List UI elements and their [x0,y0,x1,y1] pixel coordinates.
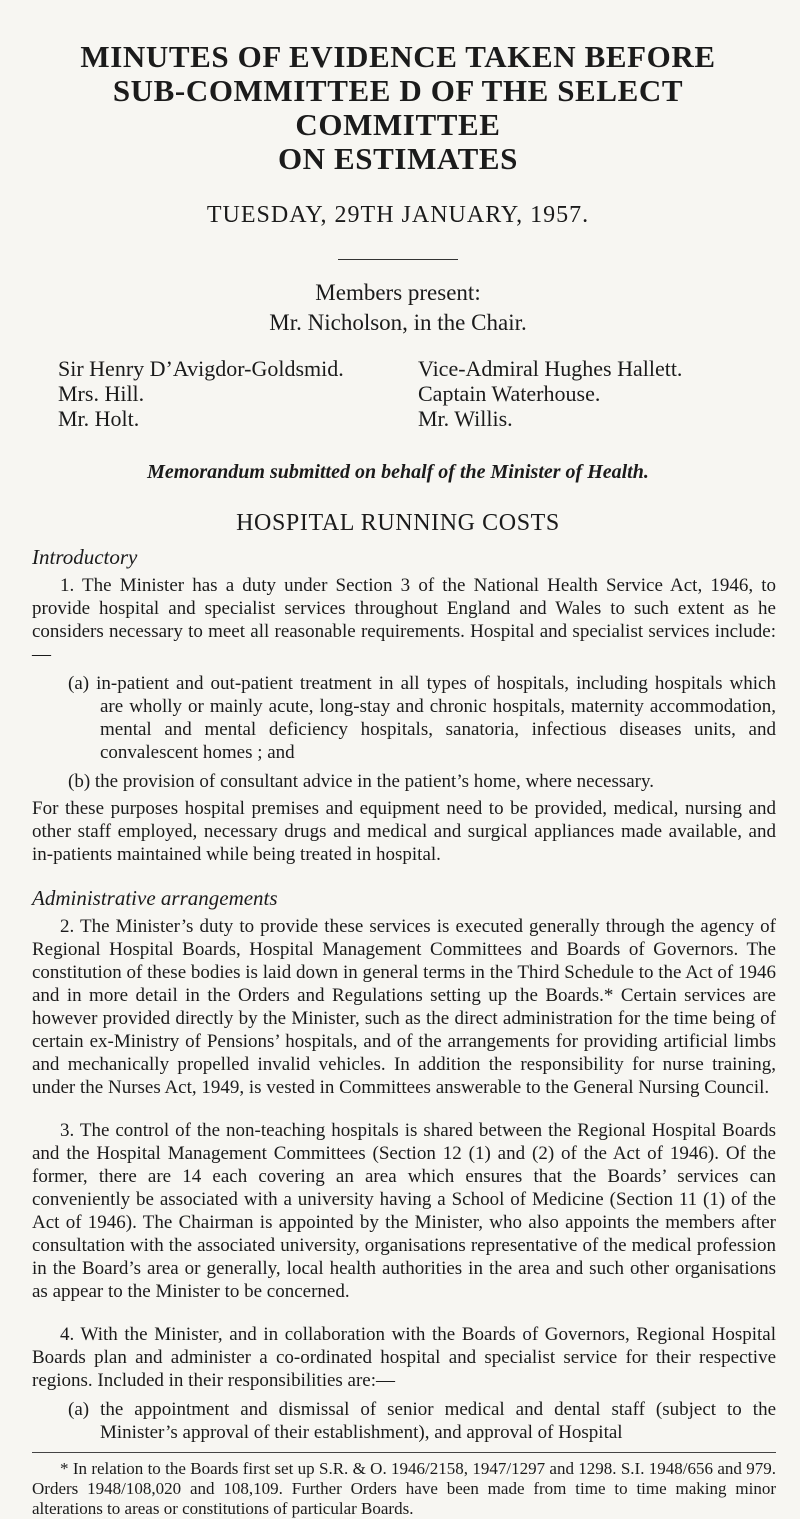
chair-line: Mr. Nicholson, in the Chair. [269,310,527,335]
subheading-introductory: Introductory [32,545,138,569]
list-item-b: (b) the provision of consultant advice in the patient’s home, where necessary. [68,771,655,792]
members-heading: Members present: [315,280,481,305]
list-item-a: (a) the appointment and dismissal of senior medical and dental staff (subject to the Minister’s approval of their establishment), and approval of Hospital [68,1399,776,1443]
member-name: Vice-Admiral Hughes Hallett. [418,356,683,381]
members-list [58,356,776,431]
memorandum-heading: Memorandum submitted on behalf of the Minister of Health. [147,461,649,483]
paragraph-1-continuation: For these purposes hospital premises and equipment need to be provided, medical, nursing and other staff employed, necessary drugs and medical and surgical appliances made available, and in-patients maintained while being treated in hospital. [32,798,776,865]
title-line-1: MINUTES OF EVIDENCE TAKEN BEFORE [80,39,716,74]
sitting-date: TUESDAY, 29TH JANUARY, 1957. [206,202,590,228]
paragraph-2: 2. The Minister’s duty to provide these services is executed generally through the agency of Regional Hospital Boards, Hospital Management Committees and Boards of Governors. The constitution of these bodies is laid down in general terms in the Third Schedule to the Act of 1946 and in more detail in the Orders and Regulations setting up the Boards.* Certain services are however provided directly by the Minister, such as the direct administration for the time being of certain ex-Ministry of Pensions’ hospitals, and of the arrangements for providing artificial limbs and mechanically propelled invalid vehicles. In addition the responsibility for nurse training, under the Nurses Act, 1949, is vested in Committees answerable to the General Nursing Council. [32,916,776,1098]
member-name: Mr. Holt. [58,406,140,431]
section-title: HOSPITAL RUNNING COSTS [236,510,560,536]
subheading-administrative: Administrative arrangements [32,886,278,910]
paragraph-1: 1. The Minister has a duty under Section 3 of the National Health Service Act, 1946, to provide hospital and specialist services throughout England and Wales to such extent as he considers necessary to meet all reasonable requirements. Hospital and specialist services include:— [32,575,776,665]
title-line-3: ON ESTIMATES [277,141,519,176]
footnote: * In relation to the Boards first set up S.R. & O. 1946/2158, 1947/1297 and 1298. S.I. 1948/656 and 979. Orders 1948/108,020 and 108,109. Further Orders have been made from time to time making minor alterations to areas or constitutions of particular Boards. [32,1459,776,1518]
divider [338,259,458,260]
footnote-divider [32,1452,776,1453]
list-item-a: (a) in-patient and out-patient treatment in all types of hospitals, including hospitals which are wholly or mainly acute, long-stay and chronic hospitals, maternity accommodation, mental and mental deficiency hospitals, sanatoria, infectious diseases units, and convalescent homes ; and [68,673,776,763]
member-name: Sir Henry D’Avigdor-Goldsmid. [58,356,344,381]
paragraph-3: 3. The control of the non-teaching hospitals is shared between the Regional Hospital Boards and the Hospital Management Committees (Section 12 (1) and (2) of the Act of 1946). Of the former, there are 14 each covering an area which ensures that the Boards’ services can conveniently be associated with a university having a School of Medicine (Section 11 (1) of the Act of 1946). The Chairman is appointed by the Minister, who also appoints the members after consultation with the associated university, organisations representative of the medical profession in the Board’s area or generally, local health authorities in the area and such other organisations as appear to the Minister to be concerned. [32,1120,776,1302]
title-line-2: SUB-COMMITTEE D OF THE SELECT COMMITTEE [112,73,684,142]
paragraph-4: 4. With the Minister, and in collaboration with the Boards of Governors, Regional Hospital Boards plan and administer a co-ordinated hospital and specialist service for their respective regions. Included in their responsibilities are:— [32,1324,776,1391]
member-name: Mrs. Hill. [58,381,145,406]
member-name: Mr. Willis. [418,406,513,431]
member-name: Captain Waterhouse. [418,381,601,406]
